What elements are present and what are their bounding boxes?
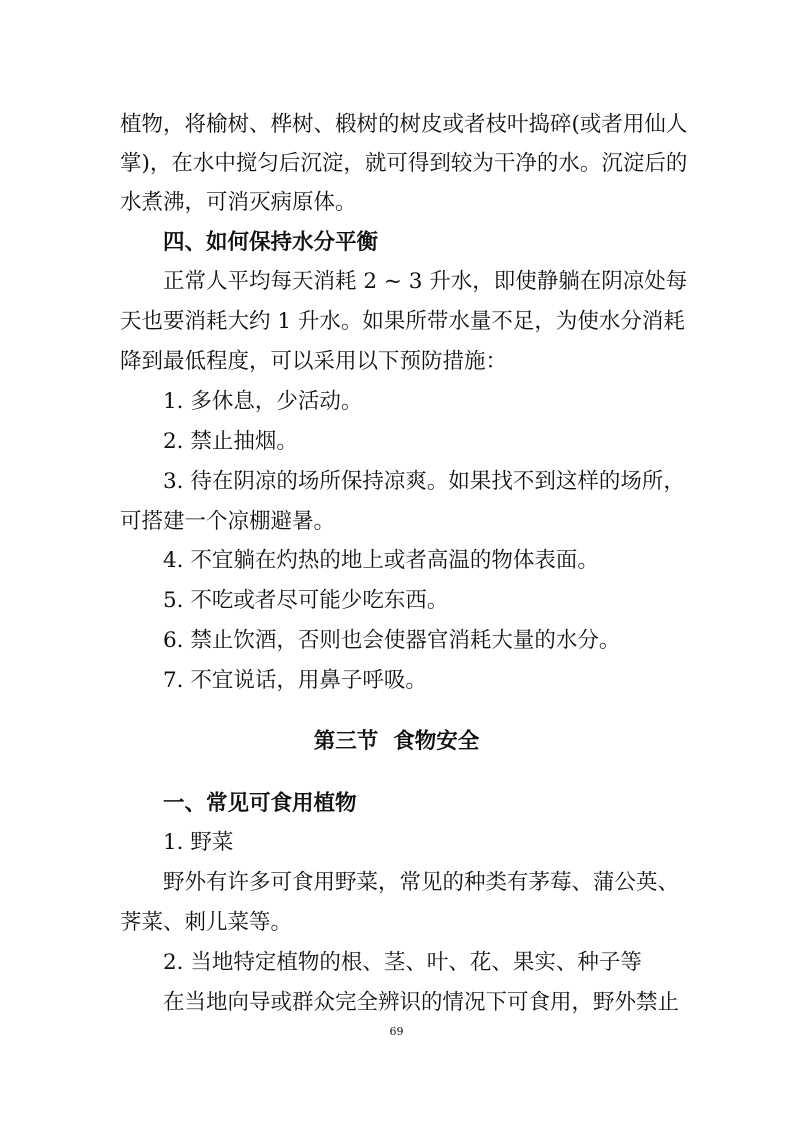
body-line: 水煮沸，可消灭病原体。: [120, 190, 357, 215]
list-item: 2. 当地特定植物的根、茎、叶、花、果实、种子等: [163, 950, 642, 975]
list-item: 4. 不宜躺在灼热的地上或者高温的物体表面。: [163, 548, 599, 573]
list-item: 6. 禁止饮酒，否则也会使器官消耗大量的水分。: [163, 628, 621, 653]
body-line: 天也要消耗大约 1 升水。如果所带水量不足，为使水分消耗: [120, 309, 685, 334]
body-line: 荠菜、刺儿菜等。: [120, 910, 293, 935]
body-line: 植物，将榆树、桦树、椴树的树皮或者枝叶捣碎(或者用仙人: [120, 112, 688, 137]
list-item: 5. 不吃或者尽可能少吃东西。: [163, 588, 449, 613]
list-item: 2. 禁止抽烟。: [163, 429, 298, 454]
body-line: 掌)，在水中搅匀后沉淀，就可得到较为干净的水。沉淀后的: [120, 151, 688, 176]
list-item: 3. 待在阴凉的场所保持凉爽。如果找不到这样的场所，: [163, 469, 685, 494]
list-item: 1. 多休息，少活动。: [163, 389, 363, 414]
page-number: 69: [389, 1025, 404, 1038]
subsection-heading: 一、常见可食用植物: [163, 791, 357, 816]
body-line: 在当地向导或群众完全辨识的情况下可食用，野外禁止: [163, 990, 680, 1015]
list-item: 7. 不宜说话，用鼻子呼吸。: [163, 668, 427, 693]
section-title: 第三节 食物安全: [313, 729, 480, 754]
body-line: 野外有许多可食用野菜，常见的种类有茅莓、蒲公英、: [163, 870, 680, 895]
list-item-continuation: 可搭建一个凉棚避暑。: [120, 509, 336, 534]
body-line: 正常人平均每天消耗 2 ~ 3 升水，即使静躺在阴凉处每: [163, 269, 688, 294]
section-heading: 四、如何保持水分平衡: [163, 230, 379, 255]
body-line: 降到最低程度，可以采用以下预防措施：: [120, 349, 508, 374]
list-item: 1. 野菜: [163, 830, 234, 855]
